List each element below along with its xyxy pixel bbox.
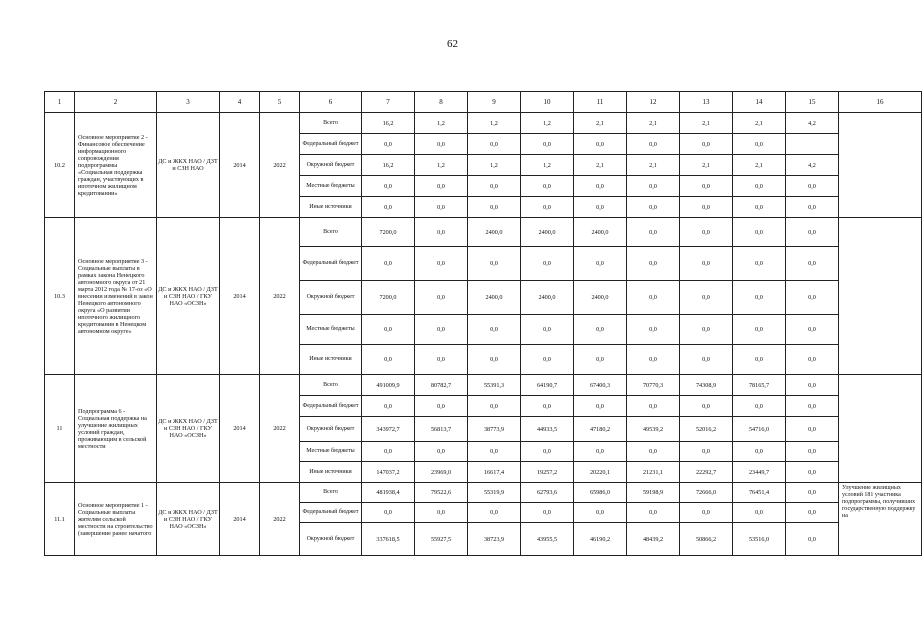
value-cell: 2,1: [627, 155, 680, 176]
value-cell: 0,0: [521, 197, 574, 218]
value-cell: 0,0: [362, 176, 415, 197]
value-cell: 0,0: [627, 345, 680, 375]
value-cell: 0,0: [574, 442, 627, 462]
value-cell: 38723,9: [468, 523, 521, 556]
value-cell: 0,0: [468, 134, 521, 155]
value-cell: 67400,3: [574, 375, 627, 396]
value-cell: 2400,0: [574, 281, 627, 315]
value-cell: 2,1: [680, 155, 733, 176]
value-cell: 16,2: [362, 113, 415, 134]
value-cell: 147037,2: [362, 462, 415, 483]
value-cell: 0,0: [786, 247, 839, 281]
value-cell: 70770,3: [627, 375, 680, 396]
column-header: 13: [680, 92, 733, 113]
value-cell: 0,0: [574, 176, 627, 197]
value-cell: 0,0: [786, 396, 839, 417]
value-cell: 0,0: [786, 197, 839, 218]
expected-result: [839, 218, 922, 375]
end-year: 2022: [260, 113, 300, 218]
value-cell: 0,0: [574, 503, 627, 523]
funding-source: Окружной бюджет: [300, 523, 362, 556]
value-cell: 0,0: [733, 134, 786, 155]
value-cell: 23969,0: [415, 462, 468, 483]
value-cell: 16617,4: [468, 462, 521, 483]
value-cell: 0,0: [415, 345, 468, 375]
value-cell: 55391,3: [468, 375, 521, 396]
funding-source: Федеральный бюджет: [300, 247, 362, 281]
value-cell: 21231,1: [627, 462, 680, 483]
value-cell: 23449,7: [733, 462, 786, 483]
funding-source: Федеральный бюджет: [300, 134, 362, 155]
funding-source: Местные бюджеты: [300, 442, 362, 462]
row-number: 11.1: [45, 483, 75, 556]
value-cell: 2400,0: [521, 218, 574, 247]
value-cell: 2400,0: [468, 281, 521, 315]
value-cell: 0,0: [786, 176, 839, 197]
executor: ДС и ЖКХ НАО / ДЗТ и СЗН НАО / ГКУ НАО «ОСЗН»: [157, 483, 220, 556]
value-cell: 0,0: [521, 247, 574, 281]
value-cell: 43955,5: [521, 523, 574, 556]
value-cell: 55927,5: [415, 523, 468, 556]
value-cell: 0,0: [786, 345, 839, 375]
value-cell: 0,0: [627, 197, 680, 218]
value-cell: 2,1: [733, 155, 786, 176]
expected-result: [839, 113, 922, 218]
value-cell: 0,0: [786, 375, 839, 396]
value-cell: 49539,2: [627, 417, 680, 442]
value-cell: 1,2: [415, 113, 468, 134]
value-cell: 59198,9: [627, 483, 680, 503]
value-cell: 53516,0: [733, 523, 786, 556]
value-cell: 2400,0: [574, 218, 627, 247]
value-cell: 0,0: [415, 134, 468, 155]
value-cell: 65986,0: [574, 483, 627, 503]
column-header: 7: [362, 92, 415, 113]
value-cell: 0,0: [362, 503, 415, 523]
value-cell: 78165,7: [733, 375, 786, 396]
value-cell: 0,0: [680, 345, 733, 375]
page-number: 62: [447, 38, 458, 50]
start-year: 2014: [220, 218, 260, 375]
executor: ДС и ЖКХ НАО / ДЗТ и СЗН НАО / ГКУ НАО «ОСЗН»: [157, 375, 220, 483]
value-cell: 62793,6: [521, 483, 574, 503]
value-cell: 1,2: [468, 113, 521, 134]
value-cell: 0,0: [627, 396, 680, 417]
value-cell: 47180,2: [574, 417, 627, 442]
value-cell: 0,0: [627, 247, 680, 281]
value-cell: 52016,2: [680, 417, 733, 442]
value-cell: 0,0: [627, 503, 680, 523]
value-cell: 0,0: [574, 396, 627, 417]
value-cell: 0,0: [786, 523, 839, 556]
value-cell: 2400,0: [521, 281, 574, 315]
value-cell: 22292,7: [680, 462, 733, 483]
column-header: 15: [786, 92, 839, 113]
column-header: 16: [839, 92, 922, 113]
value-cell: 0,0: [521, 134, 574, 155]
funding-source: Всего: [300, 218, 362, 247]
start-year: 2014: [220, 113, 260, 218]
column-header: 10: [521, 92, 574, 113]
column-header: 8: [415, 92, 468, 113]
value-cell: 0,0: [362, 396, 415, 417]
value-cell: 0,0: [574, 345, 627, 375]
value-cell: 0,0: [733, 345, 786, 375]
value-cell: 0,0: [733, 281, 786, 315]
value-cell: 0,0: [415, 218, 468, 247]
value-cell: 0,0: [680, 503, 733, 523]
funding-source: Иные источники: [300, 197, 362, 218]
value-cell: 64190,7: [521, 375, 574, 396]
column-header: 9: [468, 92, 521, 113]
value-cell: 0,0: [521, 396, 574, 417]
end-year: 2022: [260, 483, 300, 556]
value-cell: 0,0: [574, 315, 627, 345]
funding-source: Всего: [300, 483, 362, 503]
value-cell: 0,0: [362, 315, 415, 345]
value-cell: 79522,6: [415, 483, 468, 503]
funding-source: Местные бюджеты: [300, 315, 362, 345]
value-cell: 74308,9: [680, 375, 733, 396]
value-cell: 0,0: [415, 396, 468, 417]
value-cell: 76451,4: [733, 483, 786, 503]
value-cell: 337618,5: [362, 523, 415, 556]
value-cell: 0,0: [733, 442, 786, 462]
funding-source: Иные источники: [300, 462, 362, 483]
funding-source: Окружной бюджет: [300, 155, 362, 176]
value-cell: 1,2: [521, 155, 574, 176]
value-cell: 0,0: [733, 315, 786, 345]
column-header: 3: [157, 92, 220, 113]
value-cell: 0,0: [574, 197, 627, 218]
value-cell: 2,1: [627, 113, 680, 134]
column-header: 5: [260, 92, 300, 113]
value-cell: 2400,0: [468, 218, 521, 247]
column-header: 4: [220, 92, 260, 113]
activity-name: Основное мероприятие 2 - Финансовое обеспечение информационного сопровождения подпрограммы «Социальная поддержка граждан, участвующих в ипотечном жилищном кредитовании»: [75, 113, 157, 218]
value-cell: 0,0: [468, 247, 521, 281]
value-cell: 0,0: [415, 247, 468, 281]
start-year: 2014: [220, 375, 260, 483]
value-cell: 0,0: [468, 442, 521, 462]
funding-source: Федеральный бюджет: [300, 396, 362, 417]
value-cell: 2,1: [680, 113, 733, 134]
value-cell: 0,0: [786, 315, 839, 345]
value-cell: 0,0: [468, 503, 521, 523]
value-cell: 343972,7: [362, 417, 415, 442]
column-header: 12: [627, 92, 680, 113]
value-cell: 0,0: [733, 218, 786, 247]
table-row: [45, 483, 922, 503]
value-cell: 55319,9: [468, 483, 521, 503]
column-header: 6: [300, 92, 362, 113]
value-cell: 0,0: [468, 345, 521, 375]
value-cell: 38773,9: [468, 417, 521, 442]
column-header: 11: [574, 92, 627, 113]
value-cell: 481938,4: [362, 483, 415, 503]
value-cell: 0,0: [680, 247, 733, 281]
value-cell: 0,0: [415, 176, 468, 197]
funding-source: Иные источники: [300, 345, 362, 375]
value-cell: 0,0: [362, 197, 415, 218]
value-cell: 491009,9: [362, 375, 415, 396]
value-cell: 2,1: [733, 113, 786, 134]
value-cell: 20220,1: [574, 462, 627, 483]
value-cell: 0,0: [786, 417, 839, 442]
table-row: [45, 113, 922, 134]
column-header: 1: [45, 92, 75, 113]
value-cell: 0,0: [786, 281, 839, 315]
value-cell: 7200,0: [362, 281, 415, 315]
value-cell: 0,0: [786, 462, 839, 483]
column-header: 14: [733, 92, 786, 113]
value-cell: 0,0: [415, 315, 468, 345]
value-cell: 48439,2: [627, 523, 680, 556]
value-cell: 54716,0: [733, 417, 786, 442]
value-cell: 0,0: [468, 176, 521, 197]
value-cell: 0,0: [574, 247, 627, 281]
activity-name: Основное мероприятие 3 - Социальные выплаты в рамках закона Ненецкого автономного округа от 21 марта 2012 года № 17-оз «О внесении изменений в закон Ненецкого автономного округа «О развитии ипотечного жилищного кредитования в Ненецком автономном округе»: [75, 218, 157, 375]
value-cell: 0,0: [627, 281, 680, 315]
value-cell: 80782,7: [415, 375, 468, 396]
start-year: 2014: [220, 483, 260, 556]
value-cell: 0,0: [521, 503, 574, 523]
value-cell: 0,0: [415, 442, 468, 462]
value-cell: 1,2: [521, 113, 574, 134]
value-cell: 0,0: [468, 197, 521, 218]
value-cell: 0,0: [733, 396, 786, 417]
value-cell: 0,0: [680, 315, 733, 345]
value-cell: 0,0: [786, 442, 839, 462]
value-cell: 0,0: [521, 315, 574, 345]
value-cell: 0,0: [415, 503, 468, 523]
value-cell: 4,2: [786, 155, 839, 176]
funding-source: Всего: [300, 375, 362, 396]
funding-source: Окружной бюджет: [300, 281, 362, 315]
value-cell: 0,0: [733, 503, 786, 523]
value-cell: 0,0: [786, 218, 839, 247]
row-number: 10.3: [45, 218, 75, 375]
value-cell: 0,0: [733, 176, 786, 197]
value-cell: 0,0: [362, 247, 415, 281]
value-cell: 0,0: [733, 197, 786, 218]
budget-table: [44, 91, 922, 556]
value-cell: 0,0: [362, 442, 415, 462]
value-cell: 1,2: [468, 155, 521, 176]
value-cell: 0,0: [680, 218, 733, 247]
value-cell: 0,0: [362, 134, 415, 155]
value-cell: 0,0: [680, 197, 733, 218]
expected-result: [839, 375, 922, 483]
value-cell: 0,0: [415, 197, 468, 218]
table-row: [45, 218, 922, 247]
funding-source: Окружной бюджет: [300, 417, 362, 442]
value-cell: 19257,2: [521, 462, 574, 483]
value-cell: 0,0: [362, 345, 415, 375]
value-cell: 2,1: [574, 113, 627, 134]
value-cell: 0,0: [680, 281, 733, 315]
executor: ДС и ЖКХ НАО / ДЗТ и СЗН НАО: [157, 113, 220, 218]
value-cell: 2,1: [574, 155, 627, 176]
value-cell: 50866,2: [680, 523, 733, 556]
value-cell: 4,2: [786, 113, 839, 134]
funding-source: Всего: [300, 113, 362, 134]
value-cell: 0,0: [468, 315, 521, 345]
value-cell: 44933,5: [521, 417, 574, 442]
header-row: [45, 92, 922, 113]
value-cell: 0,0: [521, 345, 574, 375]
value-cell: 0,0: [521, 176, 574, 197]
value-cell: 0,0: [627, 134, 680, 155]
value-cell: 0,0: [574, 134, 627, 155]
value-cell: 0,0: [627, 218, 680, 247]
value-cell: 0,0: [733, 247, 786, 281]
value-cell: 0,0: [680, 396, 733, 417]
value-cell: [786, 134, 839, 155]
value-cell: 0,0: [415, 281, 468, 315]
executor: ДС и ЖКХ НАО / ДЗТ и СЗН НАО / ГКУ НАО «ОСЗН»: [157, 218, 220, 375]
value-cell: 0,0: [680, 176, 733, 197]
row-number: 10.2: [45, 113, 75, 218]
value-cell: 7200,0: [362, 218, 415, 247]
value-cell: 0,0: [786, 503, 839, 523]
funding-source: Федеральный бюджет: [300, 503, 362, 523]
value-cell: 0,0: [627, 176, 680, 197]
value-cell: 16,2: [362, 155, 415, 176]
value-cell: 0,0: [468, 396, 521, 417]
value-cell: 0,0: [680, 134, 733, 155]
value-cell: 1,2: [415, 155, 468, 176]
value-cell: 0,0: [786, 483, 839, 503]
value-cell: 46190,2: [574, 523, 627, 556]
funding-source: Местные бюджеты: [300, 176, 362, 197]
table-row: [45, 375, 922, 396]
value-cell: 0,0: [680, 442, 733, 462]
column-header: 2: [75, 92, 157, 113]
value-cell: 0,0: [521, 442, 574, 462]
row-number: 11: [45, 375, 75, 483]
activity-name: Основное мероприятие 1 - Социальные выплаты жителям сельской местности на строительство (завершение ранее начатого: [75, 483, 157, 556]
expected-result: Улучшение жилищных условий 181 участника подпрограммы, получивших государственную поддержку на: [839, 483, 922, 556]
value-cell: 0,0: [627, 442, 680, 462]
value-cell: 0,0: [627, 315, 680, 345]
value-cell: 72666,0: [680, 483, 733, 503]
end-year: 2022: [260, 375, 300, 483]
end-year: 2022: [260, 218, 300, 375]
activity-name: Подпрограмма 6 - Социальная поддержка на улучшение жилищных условий граждан, проживающим в сельской местности: [75, 375, 157, 483]
value-cell: 56813,7: [415, 417, 468, 442]
